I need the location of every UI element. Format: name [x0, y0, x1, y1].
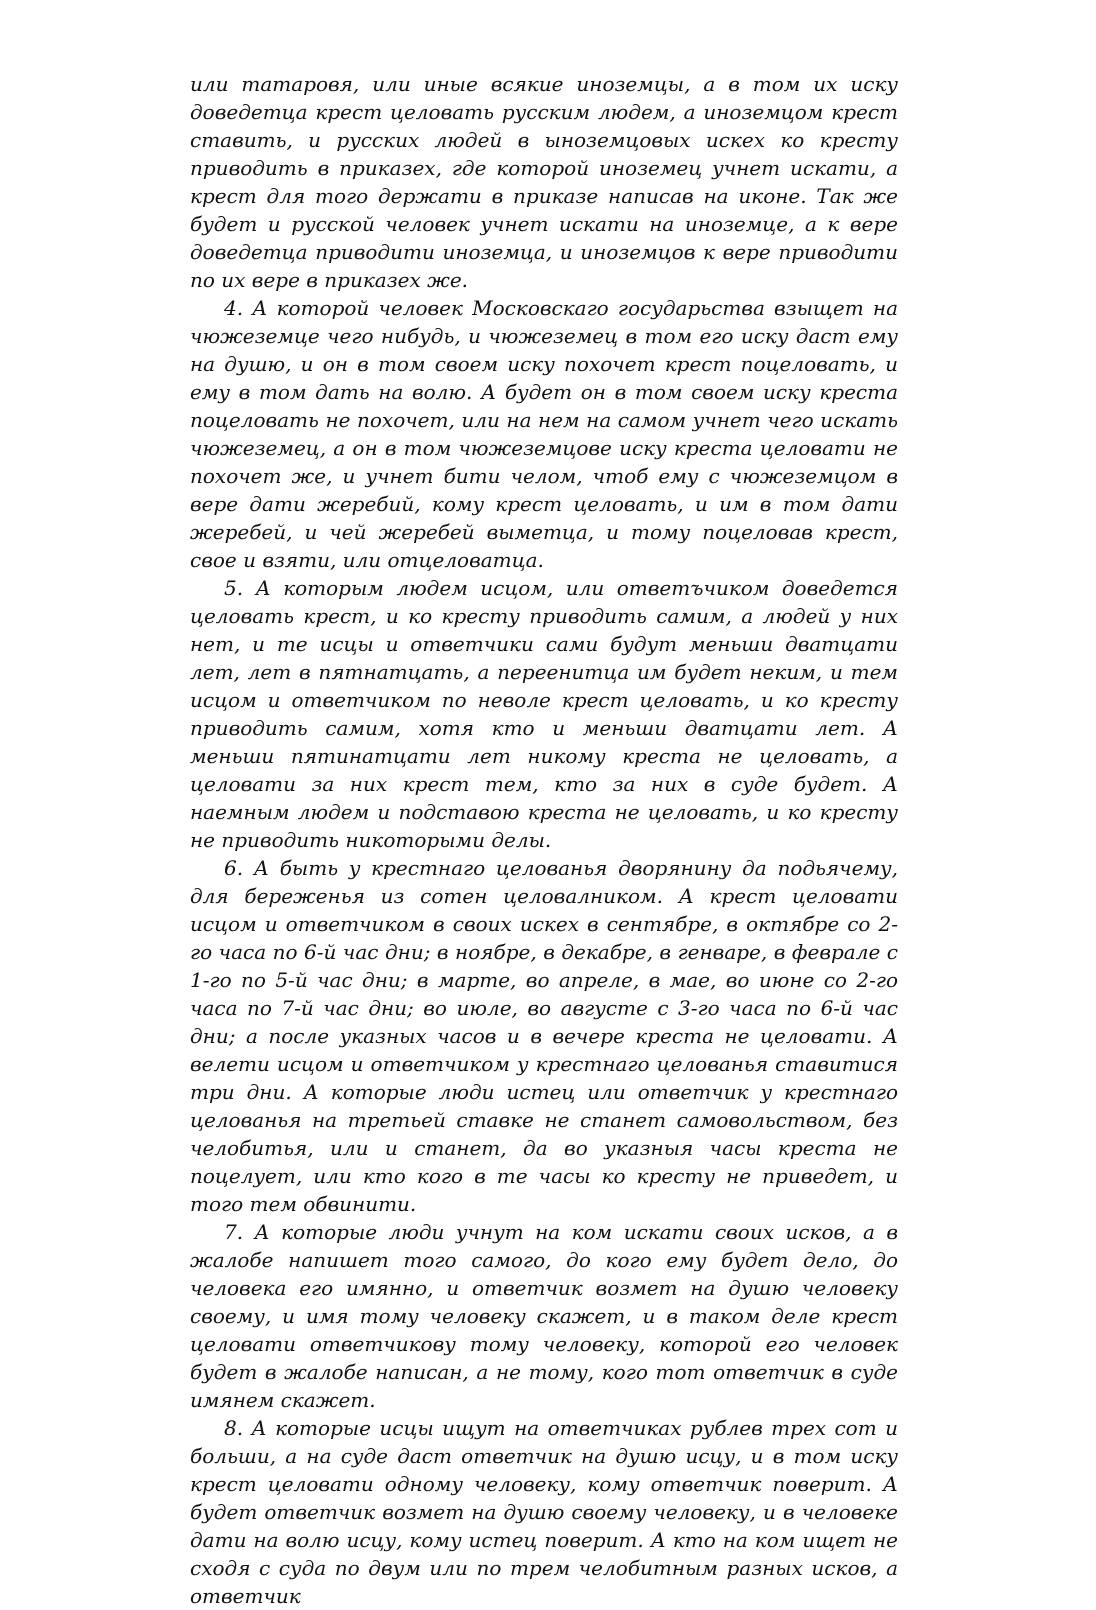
paragraph-article-4: 4. А которой человек Московскаго государьства взыщет на чюжеземце чего нибудь, и чюжеземец в том его иску даст ему на душю, и он в том своем иску похочет крест поцеловать, и ему в том дать на волю. А будет он в том своем иску креста поцеловать не похочет, или на нем на самом учнет чего искать чюжеземец, а он в том чюжеземцове иску креста целовати не похочет же, и учнет бити челом, чтоб ему с чюжеземцом в вере дати жеребий, кому крест целовать, и им в том дати жеребей, и чей жеребей выметца, и тому поцеловав крест, свое и взяти, или отцеловатца.: [190, 296, 898, 572]
document-page: [190, 70, 898, 1608]
paragraph-article-7: 7. А которые люди учнут на ком искати своих исков, а в жалобе напишет того самого, до кого ему будет дело, до человека его имянно, и ответчик возмет на душю человеку своему, и имя тому человеку скажет, и в таком деле крест целовати ответчикову тому человеку, которой его человек будет в жалобе написан, а не тому, кого тот ответчик в суде имянем скажет.: [190, 1220, 898, 1412]
paragraph-article-8: 8. А которые исцы ищут на ответчиках рублев трех сот и больши, а на суде даст ответчик на душю исцу, и в том иску крест целовати одному человеку, кому ответчик поверит. А будет ответчик возмет на душю своему человеку, и в человеке дати на волю исцу, кому истец поверит. А кто на ком ищет не сходя с суда по двум или по трем челобитным разных исков, а ответчик: [190, 1416, 898, 1608]
paragraph-continuation: или татаровя, или иные всякие иноземцы, а в том их иску доведетца крест целовать русским людем, а иноземцом крест ставить, и русских людей в ыноземцовых искех ко кресту приводить в приказех, где которой иноземец учнет искати, а крест для того держати в приказе написав на иконе. Так же будет и русской человек учнет искати на иноземце, а к вере доведетца приводити иноземца, и иноземцов к вере приводити по их вере в приказех же.: [190, 72, 898, 292]
paragraph-article-6: 6. А быть у крестнаго целованья дворянину да подьячему, для береженья из сотен целовалником. А крест целовати исцом и ответчиком в своих искех в сентябре, в октябре со 2-го часа по 6-й час дни; в ноябре, в декабре, в генваре, в феврале с 1-го по 5-й час дни; в марте, во апреле, в мае, во июне со 2-го часа по 7-й час дни; во июле, во августе с 3-го часа по 6-й час дни; а после указных часов и в вечере креста не целовати. А велети исцом и ответчиком у крестнаго целованья ставитися три дни. А которые люди истец или ответчик у крестнаго целованья на третьей ставке не станет самовольством, без челобитья, или и станет, да во указныя часы креста не поцелует, или кто кого в те часы ко кресту не приведет, и того тем обвинити.: [190, 856, 898, 1216]
paragraph-article-5: 5. А которым людем исцом, или ответъчиком доведется целовать крест, и ко кресту приводить самим, а людей у них нет, и те исцы и ответчики сами будут меньши дватцати лет, лет в пятнатцать, а переенитца им будет неким, и тем исцом и ответчиком по неволе крест целовать, и ко кресту приводить самим, хотя кто и меньши дватцати лет. А меньши пятинатцати лет никому креста не целовать, а целовати за них крест тем, кто за них в суде будет. А наемным людем и подставою креста не целовать, и ко кресту не приводить никоторыми делы.: [190, 576, 898, 852]
